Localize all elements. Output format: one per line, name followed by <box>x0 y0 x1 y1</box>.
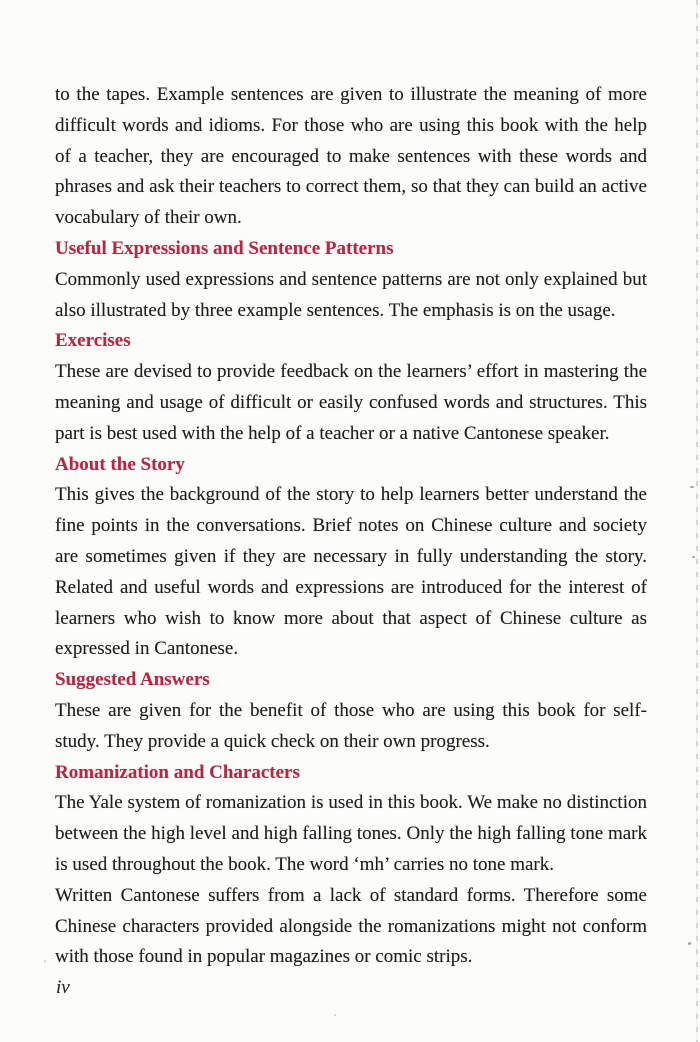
scan-speck <box>688 942 691 945</box>
scan-speck <box>334 1014 336 1016</box>
page-number: iv <box>56 977 70 998</box>
paragraph-about-the-story: This gives the background of the story to help learners better understand the fine points in the conversations. Brief notes on Chinese culture and society are sometimes given if they are necessary in fully understanding the story. Related and useful words and expressions are introduced for the interest of learners who wish to know more about that aspect of Chinese culture as expressed in Cantonese. <box>55 484 647 660</box>
paragraph-continuation-tapes: to the tapes. Example sentences are given to illustrate the meaning of more difficult words and idioms. For those who are using this book with the help of a teacher, they are encouraged to make sentences with these words and phrases and ask their teachers to correct them, so that they can build an active vocabulary of their own. <box>55 84 647 229</box>
paragraph-written-cantonese: Written Cantonese suffers from a lack of standard forms. Therefore some Chinese characters provided alongside the romanizations might not conform with those found in popular magazines or comic strips. <box>55 884 647 968</box>
scan-speck <box>690 486 694 488</box>
scan-edge-artifact <box>696 0 698 1042</box>
paragraph-exercises: These are devised to provide feedback on the learners’ effort in mastering the meaning and usage of difficult or easily confused words and structures. This part is best used with the help of a teacher or a native Cantonese speaker. <box>55 361 647 444</box>
heading-useful-expressions: Useful Expressions and Sentence Patterns <box>55 237 394 259</box>
text-column <box>55 80 647 973</box>
scan-speck <box>44 960 46 963</box>
heading-exercises: Exercises <box>55 330 131 352</box>
heading-romanization-characters: Romanization and Characters <box>55 761 300 783</box>
heading-suggested-answers: Suggested Answers <box>55 669 210 691</box>
scan-speck <box>692 556 695 558</box>
paragraph-romanization-yale: The Yale system of romanization is used in this book. We make no distinction between the high level and high falling tones. Only the high falling tone mark is used throughout the book. The word ‘mh’ carries no tone mark. <box>55 792 647 875</box>
heading-about-the-story: About the Story <box>55 453 185 475</box>
paragraph-suggested-answers: These are given for the benefit of those who are using this book for self-study. They provide a quick check on their own progress. <box>55 699 647 752</box>
paragraph-useful-expressions: Commonly used expressions and sentence patterns are not only explained but also illustrated by three example sentences. The emphasis is on the usage. <box>55 268 647 321</box>
